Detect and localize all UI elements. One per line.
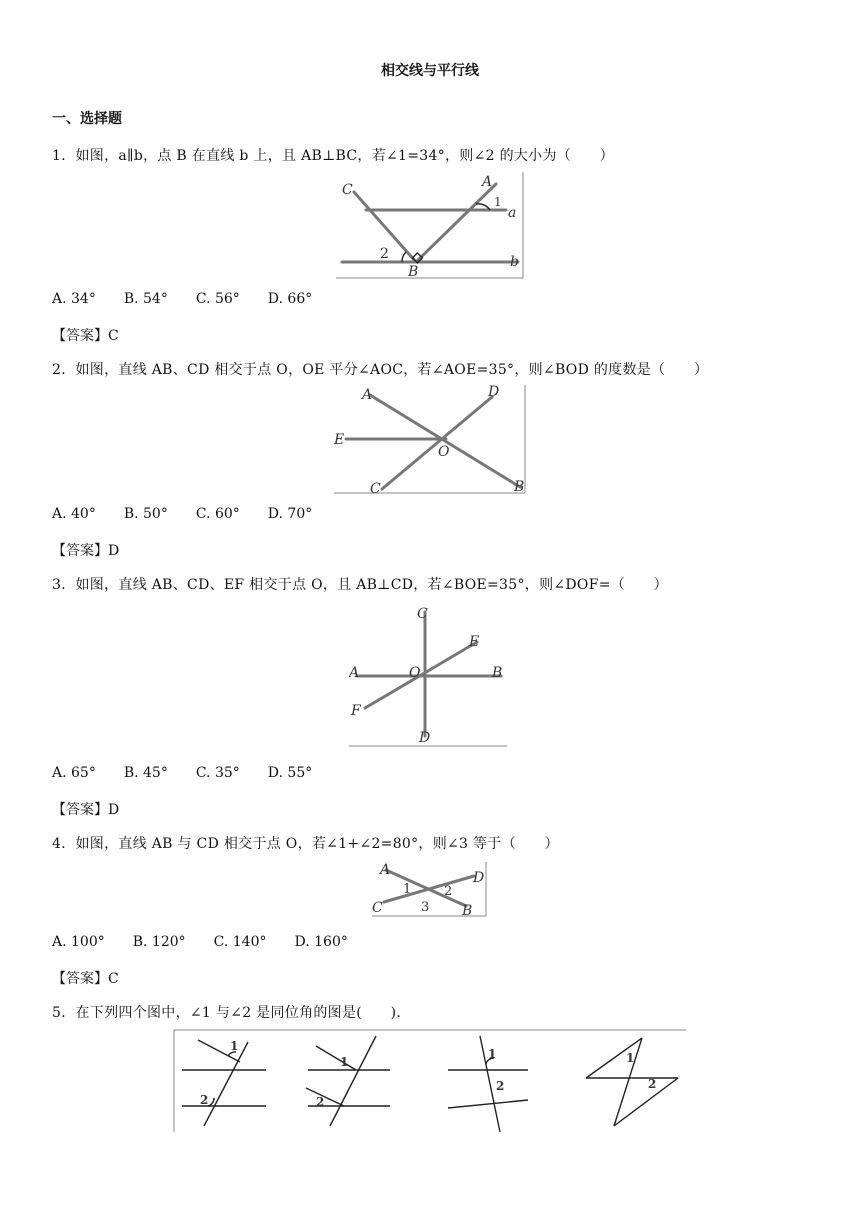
question-3-answer: 【答案】D (52, 802, 120, 818)
question-2-figure (334, 383, 526, 495)
fig4-label-A: A (380, 862, 391, 878)
question-4-figure (370, 860, 488, 918)
option-b[interactable]: B. 50° (123, 506, 168, 522)
option-a[interactable]: A. 34° (52, 291, 96, 307)
question-4-options (52, 934, 348, 950)
fig3-label-E: E (469, 634, 480, 650)
option-d[interactable]: D. 70° (267, 506, 313, 522)
fig1-label-b: b (510, 254, 519, 270)
fig1-label-C: C (342, 182, 353, 198)
fig1-label-B: B (408, 264, 419, 280)
fig1-label-2: 2 (380, 246, 389, 262)
fig3-label-A: A (349, 665, 360, 681)
fig5a-label-1: 1 (230, 1039, 239, 1053)
fig5c-label-2: 2 (496, 1079, 505, 1093)
fig4-label-2: 2 (444, 884, 453, 899)
question-1-figure (336, 170, 524, 280)
fig3-label-D: D (419, 730, 431, 746)
question-3-figure (349, 604, 509, 748)
fig5b-label-2: 2 (316, 1095, 325, 1109)
option-a[interactable]: A. 100° (52, 934, 105, 950)
question-2-options (52, 506, 312, 522)
fig5c-label-1: 1 (488, 1047, 497, 1061)
fig1-label-a: a (508, 205, 517, 221)
fig3-label-B: B (492, 665, 503, 681)
fig2-label-B: B (514, 479, 525, 495)
question-4-stem: 4．如图，直线 AB 与 CD 相交于点 O，若∠1+∠2=80°，则∠3 等于（ ） (52, 836, 559, 852)
option-b[interactable]: B. 45° (123, 765, 168, 781)
option-c[interactable]: C. 56° (195, 291, 240, 307)
fig3-label-O: O (409, 665, 421, 681)
fig2-label-E: E (334, 432, 345, 448)
fig1-label-1: 1 (494, 195, 502, 209)
fig4-label-C: C (372, 900, 383, 916)
question-3-stem: 3．如图，直线 AB、CD、EF 相交于点 O，且 AB⊥CD，若∠BOE=35°，则∠DOF=（ ） (52, 577, 668, 593)
question-1-answer: 【答案】C (52, 328, 119, 344)
fig4-label-B: B (462, 903, 473, 918)
fig5a-label-2: 2 (200, 1093, 209, 1107)
question-1-stem: 1．如图，a∥b，点 B 在直线 b 上，且 AB⊥BC，若∠1=34°，则∠2 的大小为（ ） (52, 148, 614, 164)
option-b[interactable]: B. 120° (132, 934, 186, 950)
option-a[interactable]: A. 40° (52, 506, 96, 522)
option-c[interactable]: C. 60° (195, 506, 240, 522)
option-d[interactable]: D. 66° (267, 291, 313, 307)
option-d[interactable]: D. 55° (267, 765, 313, 781)
page-title: 相交线与平行线 (381, 63, 479, 79)
fig5d-label-2: 2 (648, 1077, 657, 1091)
fig2-label-A: A (362, 387, 373, 403)
question-5-stem: 5．在下列四个图中，∠1 与∠2 是同位角的图是( ). (52, 1005, 402, 1021)
question-1-options (52, 291, 312, 307)
option-c[interactable]: C. 140° (213, 934, 267, 950)
option-a[interactable]: A. 65° (52, 765, 96, 781)
fig3-label-F: F (351, 703, 361, 719)
fig2-label-D: D (488, 384, 500, 400)
fig3-label-C: C (417, 606, 428, 622)
fig5b-label-1: 1 (340, 1055, 349, 1069)
option-b[interactable]: B. 54° (123, 291, 168, 307)
fig1-label-A: A (482, 174, 493, 190)
section-heading: 一、选择题 (52, 111, 122, 127)
question-2-answer: 【答案】D (52, 543, 120, 559)
fig2-label-C: C (370, 481, 381, 495)
fig5d-label-1: 1 (626, 1051, 635, 1065)
question-3-options (52, 765, 312, 781)
fig4-label-3: 3 (421, 900, 430, 915)
option-c[interactable]: C. 35° (195, 765, 240, 781)
fig4-label-D: D (473, 870, 485, 886)
question-4-answer: 【答案】C (52, 971, 119, 987)
question-2-stem: 2．如图，直线 AB、CD 相交于点 O，OE 平分∠AOC，若∠AOE=35°，则∠BOD 的度数是（ ） (52, 362, 709, 378)
option-d[interactable]: D. 160° (294, 934, 348, 950)
question-5-figure (172, 1028, 688, 1134)
fig2-label-O: O (438, 444, 450, 460)
fig4-label-1: 1 (403, 882, 412, 897)
